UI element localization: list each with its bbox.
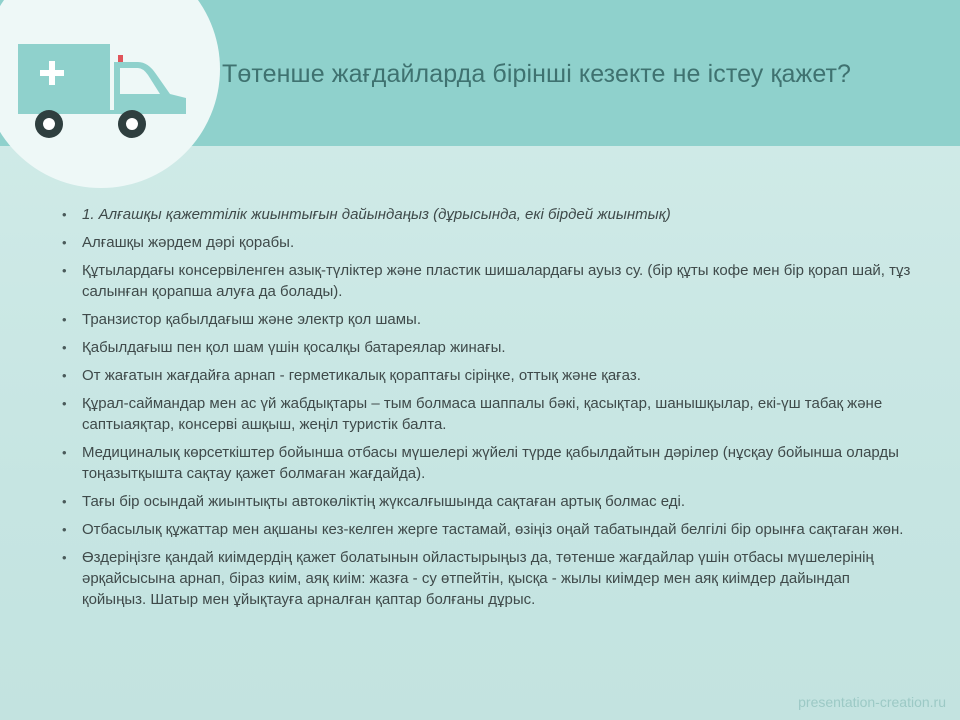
slide-title: Төтенше жағдайларда бірінші кезекте не істеу қажет?: [222, 60, 852, 88]
list-item: [62, 365, 912, 386]
list-item-text: Құрал-саймандар мен ас үй жабдықтары – тым болмаса шаппалы бәкі, қасықтар, шанышқылар, екі-үш табақ және саптыаяқтар, консерві ашқыш, жеңіл туристік балта.: [82, 395, 883, 433]
list-item-text: Транзистор қабылдағыш және электр қол шамы.: [82, 311, 422, 328]
list-item-text: Отбасылық құжаттар мен ақшаны кез-келген жерге тастамай, өзіңіз оңай табатындай белгілі бір орынға сақтаған жөн.: [82, 521, 904, 538]
bullet-dot-icon: •: [62, 396, 67, 411]
list-item: [62, 393, 912, 435]
watermark: presentation-creation.ru: [798, 694, 946, 710]
list-item: [62, 442, 912, 484]
bullet-dot-icon: •: [62, 522, 67, 537]
bullet-dot-icon: •: [62, 263, 67, 278]
bullet-list: [62, 204, 912, 617]
list-item-text: Тағы бір осындай жиынтықты автокөліктің жүксалғышында сақтаған артық болмас еді.: [82, 493, 686, 510]
list-item-text: Өздеріңізге қандай киімдердің қажет болатынын ойластырыңыз да, төтенше жағдайлар үшін отбасы мүшелерінің әрқайсысына арнап, біраз киім, аяқ киім: жазға - су өтпейтін, қысқа - жылы киімдер мен аяқ киімдер дайындап қойыңыз. Шатыр мен ұйықтауға арналған қаптар болғаны дұрыс.: [82, 549, 874, 608]
list-item: [62, 519, 912, 540]
list-item-text: Алғашқы жәрдем дәрі қорабы.: [82, 234, 295, 251]
ambulance-icon: [10, 40, 190, 150]
list-item: [62, 204, 912, 225]
list-item-text: Құтылардағы консервіленген азық-түліктер және пластик шишалардағы ауыз су. (бір құты кофе мен бір қорап шай, тұз салынған қорапша алуға да болады).: [82, 262, 911, 300]
list-item-text: Қабылдағыш пен қол шам үшін қосалқы батареялар жинағы.: [82, 339, 506, 356]
list-item: [62, 260, 912, 302]
bullet-dot-icon: •: [62, 494, 67, 509]
bullet-dot-icon: •: [62, 235, 67, 250]
list-item-text: 1. Алғашқы қажеттілік жиынтығын дайындаңыз (дұрысында, екі бірдей жиынтық): [82, 206, 671, 223]
bullet-dot-icon: •: [62, 445, 67, 460]
list-item: [62, 491, 912, 512]
list-item: [62, 547, 912, 610]
list-item-text: Медициналық көрсеткіштер бойынша отбасы мүшелері жүйелі түрде қабылдайтын дәрілер (нұсқау бойынша оларды тоңазытқышта сақтау қажет болмаған жағдайда).: [82, 444, 899, 482]
list-item-text: От жағатын жағдайға арнап - герметикалық қораптағы сіріңке, оттық және қағаз.: [82, 367, 641, 384]
bullet-dot-icon: •: [62, 550, 67, 565]
list-item: [62, 232, 912, 253]
bullet-dot-icon: •: [62, 340, 67, 355]
list-item: [62, 337, 912, 358]
bullet-dot-icon: •: [62, 207, 67, 222]
list-item: [62, 309, 912, 330]
bullet-dot-icon: •: [62, 368, 67, 383]
bullet-dot-icon: •: [62, 312, 67, 327]
